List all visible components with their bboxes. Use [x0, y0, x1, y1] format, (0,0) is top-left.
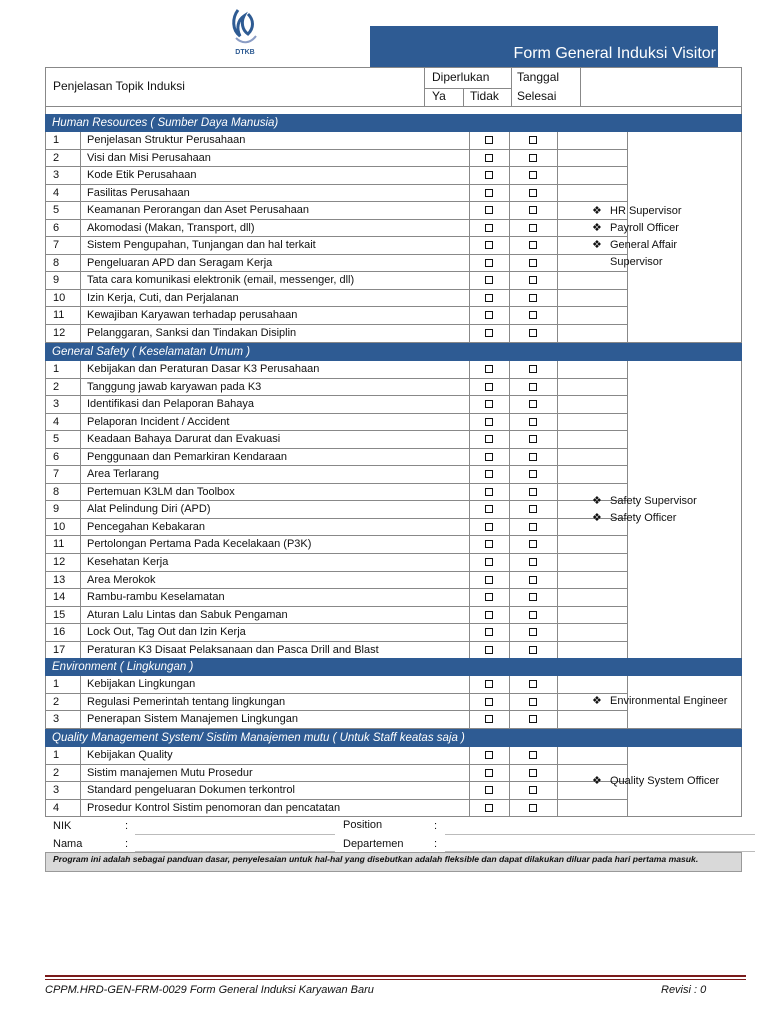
item-topic: Penerapan Sistem Manajemen Lingkungan — [81, 711, 470, 729]
no-cell — [509, 255, 558, 273]
item-topic: Pertolongan Pertama Pada Kecelakaan (P3K) — [81, 536, 470, 554]
yes-header: Ya — [432, 89, 446, 103]
yes-cell — [470, 676, 510, 694]
yes-checkbox[interactable] — [485, 751, 493, 759]
yes-checkbox[interactable] — [485, 259, 493, 267]
item-topic: Kebijakan Quality — [81, 747, 470, 765]
yes-checkbox[interactable] — [485, 206, 493, 214]
item-number: 11 — [46, 307, 81, 325]
no-cell — [509, 711, 558, 729]
no-cell — [509, 396, 558, 414]
person-in-charge-cell — [582, 361, 742, 659]
item-number: 4 — [46, 185, 81, 203]
no-checkbox[interactable] — [529, 646, 537, 654]
diamond-bullet-icon: ❖ — [592, 221, 602, 234]
yes-cell — [470, 431, 510, 449]
item-topic: Pelaporan Incident / Accident — [81, 414, 470, 432]
departemen-colon: : — [434, 838, 438, 850]
item-number: 1 — [46, 676, 81, 694]
topic-header: Penjelasan Topik Induksi — [53, 79, 185, 93]
no-checkbox[interactable] — [529, 435, 537, 443]
item-number: 5 — [46, 202, 81, 220]
diamond-bullet-icon: ❖ — [592, 238, 602, 251]
item-number: 5 — [46, 431, 81, 449]
date-header-line1: Tanggal — [517, 70, 560, 84]
item-topic: Fasilitas Perusahaan — [81, 185, 470, 203]
yes-checkbox[interactable] — [485, 136, 493, 144]
no-cell — [509, 747, 558, 765]
no-checkbox[interactable] — [529, 488, 537, 496]
no-checkbox[interactable] — [529, 154, 537, 162]
no-checkbox[interactable] — [529, 786, 537, 794]
item-topic: Sistim manajemen Mutu Prosedur — [81, 765, 470, 783]
yes-cell — [470, 589, 510, 607]
item-topic: Pengeluaran APD dan Seragam Kerja — [81, 255, 470, 273]
no-checkbox[interactable] — [529, 171, 537, 179]
yes-cell — [470, 624, 510, 642]
no-cell — [509, 307, 558, 325]
yes-checkbox[interactable] — [485, 311, 493, 319]
item-topic: Visi dan Misi Perusahaan — [81, 150, 470, 168]
no-cell — [509, 676, 558, 694]
yes-checkbox[interactable] — [485, 224, 493, 232]
no-cell — [509, 484, 558, 502]
no-cell — [509, 607, 558, 625]
item-number: 2 — [46, 694, 81, 712]
yes-cell — [470, 414, 510, 432]
item-topic: Kebijakan Lingkungan — [81, 676, 470, 694]
item-topic: Aturan Lalu Lintas dan Sabuk Pengaman — [81, 607, 470, 625]
yes-cell — [470, 150, 510, 168]
section-table — [45, 676, 742, 729]
no-cell — [509, 572, 558, 590]
no-checkbox[interactable] — [529, 804, 537, 812]
no-checkbox[interactable] — [529, 576, 537, 584]
yes-checkbox[interactable] — [485, 593, 493, 601]
person-in-charge-label: HR Supervisor — [610, 204, 682, 217]
item-topic: Tanggung jawab karyawan pada K3 — [81, 379, 470, 397]
no-cell — [509, 765, 558, 783]
no-checkbox[interactable] — [529, 540, 537, 548]
no-checkbox[interactable] — [529, 593, 537, 601]
item-number: 3 — [46, 396, 81, 414]
item-topic: Kewajiban Karyawan terhadap perusahaan — [81, 307, 470, 325]
item-number: 4 — [46, 800, 81, 818]
yes-checkbox[interactable] — [485, 189, 493, 197]
section-table — [45, 132, 742, 343]
item-number: 3 — [46, 782, 81, 800]
yes-checkbox[interactable] — [485, 329, 493, 337]
person-in-charge — [582, 220, 742, 237]
item-number: 6 — [46, 220, 81, 238]
item-number: 3 — [46, 711, 81, 729]
no-cell — [509, 290, 558, 308]
diamond-bullet-icon: ❖ — [592, 204, 602, 217]
item-topic: Lock Out, Tag Out dan Izin Kerja — [81, 624, 470, 642]
item-number: 17 — [46, 642, 81, 660]
item-topic: Kode Etik Perusahaan — [81, 167, 470, 185]
form-title-bar — [370, 26, 718, 67]
person-in-charge-label: Payroll Officer — [610, 221, 679, 234]
company-logo — [228, 8, 262, 58]
yes-cell — [470, 711, 510, 729]
no-cell — [509, 414, 558, 432]
yes-cell — [470, 379, 510, 397]
item-number: 12 — [46, 325, 81, 343]
section-table — [45, 361, 742, 659]
no-cell — [509, 185, 558, 203]
logo-text: DTKB — [235, 49, 255, 56]
no-cell — [509, 554, 558, 572]
item-topic: Peraturan K3 Disaat Pelaksanaan dan Pasca Drill and Blast — [81, 642, 470, 660]
item-number: 14 — [46, 589, 81, 607]
yes-checkbox[interactable] — [485, 453, 493, 461]
no-cell — [509, 536, 558, 554]
no-checkbox[interactable] — [529, 418, 537, 426]
yes-checkbox[interactable] — [485, 435, 493, 443]
person-in-charge-label: General Affair — [610, 238, 678, 251]
item-number: 3 — [46, 167, 81, 185]
no-cell — [509, 624, 558, 642]
revision-number: Revisi : 0 — [661, 984, 707, 996]
nama-colon: : — [125, 838, 129, 850]
item-number: 15 — [46, 607, 81, 625]
person-in-charge-label: Supervisor — [610, 255, 663, 268]
yes-checkbox[interactable] — [485, 769, 493, 777]
nik-label: NIK — [53, 820, 72, 832]
no-cell — [509, 449, 558, 467]
item-topic: Pencegahan Kebakaran — [81, 519, 470, 537]
yes-cell — [470, 501, 510, 519]
person-in-charge — [582, 203, 742, 220]
item-topic: Sistem Pengupahan, Tunjangan dan hal terkait — [81, 237, 470, 255]
no-checkbox[interactable] — [529, 611, 537, 619]
yes-cell — [470, 519, 510, 537]
item-topic: Identifikasi dan Pelaporan Bahaya — [81, 396, 470, 414]
no-checkbox[interactable] — [529, 224, 537, 232]
yes-cell — [470, 572, 510, 590]
document-code: CPPM.HRD-GEN-FRM-0029 Form General Induksi Karyawan Baru — [45, 984, 374, 996]
no-checkbox[interactable] — [529, 276, 537, 284]
no-checkbox[interactable] — [529, 136, 537, 144]
no-cell — [509, 519, 558, 537]
yes-checkbox[interactable] — [485, 523, 493, 531]
no-cell — [509, 800, 558, 818]
item-topic: Akomodasi (Makan, Transport, dll) — [81, 220, 470, 238]
item-topic: Alat Pelindung Diri (APD) — [81, 501, 470, 519]
yes-cell — [470, 255, 510, 273]
yes-checkbox[interactable] — [485, 628, 493, 636]
person-in-charge-cell — [582, 747, 742, 817]
no-checkbox[interactable] — [529, 523, 537, 531]
item-topic: Prosedur Kontrol Sistim penomoran dan pencatatan — [81, 800, 470, 818]
diamond-bullet-icon: ❖ — [592, 511, 602, 524]
no-cell — [509, 379, 558, 397]
person-in-charge-cell — [582, 132, 742, 343]
yes-checkbox[interactable] — [485, 241, 493, 249]
item-topic: Rambu-rambu Keselamatan — [81, 589, 470, 607]
yes-cell — [470, 237, 510, 255]
no-cell — [509, 694, 558, 712]
item-topic: Penjelasan Struktur Perusahaan — [81, 132, 470, 150]
yes-cell — [470, 361, 510, 379]
person-in-charge — [582, 693, 742, 710]
form-title: Form General Induksi Visitor — [513, 45, 716, 62]
item-number: 8 — [46, 255, 81, 273]
yes-cell — [470, 782, 510, 800]
no-checkbox[interactable] — [529, 365, 537, 373]
table-header — [45, 67, 742, 107]
no-checkbox[interactable] — [529, 241, 537, 249]
yes-checkbox[interactable] — [485, 470, 493, 478]
yes-cell — [470, 167, 510, 185]
needed-header: Diperlukan — [432, 70, 490, 84]
item-number: 11 — [46, 536, 81, 554]
item-topic: Izin Kerja, Cuti, dan Perjalanan — [81, 290, 470, 308]
nik-colon: : — [125, 820, 129, 832]
item-number: 16 — [46, 624, 81, 642]
no-checkbox[interactable] — [529, 311, 537, 319]
diamond-bullet-icon: ❖ — [592, 695, 602, 708]
section-header: Quality Management System/ Sistim Manajemen mutu ( Untuk Staff keatas saja ) — [45, 729, 742, 747]
yes-cell — [470, 466, 510, 484]
nik-field[interactable] — [135, 834, 335, 835]
yes-checkbox[interactable] — [485, 400, 493, 408]
no-cell — [509, 150, 558, 168]
date-header-line2: Selesai — [517, 89, 557, 103]
header-spacer — [45, 106, 742, 114]
yes-checkbox[interactable] — [485, 611, 493, 619]
no-checkbox[interactable] — [529, 628, 537, 636]
no-checkbox[interactable] — [529, 769, 537, 777]
no-checkbox[interactable] — [529, 189, 537, 197]
no-checkbox[interactable] — [529, 206, 537, 214]
departemen-label: Departemen — [343, 838, 404, 850]
no-cell — [509, 220, 558, 238]
yes-checkbox[interactable] — [485, 680, 493, 688]
item-number: 4 — [46, 414, 81, 432]
no-cell — [509, 272, 558, 290]
yes-checkbox[interactable] — [485, 558, 493, 566]
item-topic: Area Terlarang — [81, 466, 470, 484]
person-in-charge-cell — [582, 676, 742, 729]
no-cell — [509, 782, 558, 800]
yes-checkbox[interactable] — [485, 365, 493, 373]
yes-checkbox[interactable] — [485, 715, 493, 723]
item-topic: Standard pengeluaran Dokumen terkontrol — [81, 782, 470, 800]
no-checkbox[interactable] — [529, 259, 537, 267]
footer-divider — [45, 975, 746, 977]
person-in-charge-label: Safety Supervisor — [610, 494, 697, 507]
item-number: 10 — [46, 290, 81, 308]
yes-cell — [470, 325, 510, 343]
item-topic: Keamanan Perorangan dan Aset Perusahaan — [81, 202, 470, 220]
no-checkbox[interactable] — [529, 680, 537, 688]
yes-checkbox[interactable] — [485, 171, 493, 179]
no-checkbox[interactable] — [529, 558, 537, 566]
no-cell — [509, 202, 558, 220]
no-cell — [509, 466, 558, 484]
guidance-note: Program ini adalah sebagai panduan dasar, penyelesaian untuk hal-hal yang disebutkan adalah fleksible dan dapat dilakukan diluar pada hari pertama masuk. — [45, 852, 742, 872]
no-cell — [509, 361, 558, 379]
person-in-charge — [582, 510, 742, 527]
yes-cell — [470, 272, 510, 290]
no-checkbox[interactable] — [529, 698, 537, 706]
item-topic: Regulasi Pemerintah tentang lingkungan — [81, 694, 470, 712]
item-number: 9 — [46, 272, 81, 290]
person-in-charge — [582, 493, 742, 510]
footer-divider-thin — [45, 979, 746, 980]
position-field[interactable] — [445, 834, 755, 835]
yes-checkbox[interactable] — [485, 418, 493, 426]
item-topic: Kesehatan Kerja — [81, 554, 470, 572]
yes-cell — [470, 307, 510, 325]
item-number: 2 — [46, 765, 81, 783]
person-in-charge — [582, 237, 742, 254]
item-topic: Pertemuan K3LM dan Toolbox — [81, 484, 470, 502]
yes-checkbox[interactable] — [485, 698, 493, 706]
item-topic: Penggunaan dan Pemarkiran Kendaraan — [81, 449, 470, 467]
yes-cell — [470, 290, 510, 308]
no-cell — [509, 167, 558, 185]
yes-cell — [470, 220, 510, 238]
no-header: Tidak — [470, 89, 499, 103]
item-number: 8 — [46, 484, 81, 502]
person-in-charge-label: Environmental Engineer — [610, 695, 728, 708]
section-header: Human Resources ( Sumber Daya Manusia) — [45, 114, 742, 132]
yes-checkbox[interactable] — [485, 804, 493, 812]
yes-checkbox[interactable] — [485, 154, 493, 162]
position-colon: : — [434, 820, 438, 832]
yes-cell — [470, 396, 510, 414]
item-number: 7 — [46, 466, 81, 484]
item-number: 13 — [46, 572, 81, 590]
yes-checkbox[interactable] — [485, 488, 493, 496]
yes-cell — [470, 449, 510, 467]
item-topic: Pelanggaran, Sanksi dan Tindakan Disiplin — [81, 325, 470, 343]
no-checkbox[interactable] — [529, 470, 537, 478]
person-in-charge-label: Quality System Officer — [610, 775, 720, 788]
yes-cell — [470, 132, 510, 150]
item-number: 2 — [46, 150, 81, 168]
item-number: 2 — [46, 379, 81, 397]
no-cell — [509, 132, 558, 150]
section-header: General Safety ( Keselamatan Umum ) — [45, 343, 742, 361]
yes-checkbox[interactable] — [485, 276, 493, 284]
yes-cell — [470, 694, 510, 712]
no-checkbox[interactable] — [529, 453, 537, 461]
section-table — [45, 747, 742, 817]
no-checkbox[interactable] — [529, 294, 537, 302]
yes-cell — [470, 484, 510, 502]
item-topic: Area Merokok — [81, 572, 470, 590]
person-in-charge — [582, 254, 742, 271]
yes-checkbox[interactable] — [485, 505, 493, 513]
yes-cell — [470, 800, 510, 818]
no-checkbox[interactable] — [529, 329, 537, 337]
no-checkbox[interactable] — [529, 383, 537, 391]
person-in-charge — [582, 773, 742, 790]
diamond-bullet-icon: ❖ — [592, 494, 602, 507]
no-cell — [509, 642, 558, 660]
item-number: 7 — [46, 237, 81, 255]
item-number: 12 — [46, 554, 81, 572]
item-number: 10 — [46, 519, 81, 537]
diamond-bullet-icon: ❖ — [592, 775, 602, 788]
section-header: Environment ( Lingkungan ) — [45, 658, 742, 676]
item-topic: Keadaan Bahaya Darurat dan Evakuasi — [81, 431, 470, 449]
yes-checkbox[interactable] — [485, 646, 493, 654]
no-checkbox[interactable] — [529, 751, 537, 759]
no-cell — [509, 431, 558, 449]
item-number: 1 — [46, 132, 81, 150]
no-cell — [509, 501, 558, 519]
yes-cell — [470, 202, 510, 220]
item-number: 6 — [46, 449, 81, 467]
yes-cell — [470, 642, 510, 660]
yes-checkbox[interactable] — [485, 383, 493, 391]
item-number: 1 — [46, 747, 81, 765]
yes-cell — [470, 607, 510, 625]
yes-cell — [470, 765, 510, 783]
yes-cell — [470, 185, 510, 203]
no-cell — [509, 589, 558, 607]
item-number: 1 — [46, 361, 81, 379]
person-in-charge-label: Safety Officer — [610, 511, 677, 524]
no-cell — [509, 325, 558, 343]
no-cell — [509, 237, 558, 255]
no-checkbox[interactable] — [529, 715, 537, 723]
position-label: Position — [343, 819, 383, 831]
yes-cell — [470, 554, 510, 572]
item-number: 9 — [46, 501, 81, 519]
yes-checkbox[interactable] — [485, 540, 493, 548]
yes-checkbox[interactable] — [485, 294, 493, 302]
no-checkbox[interactable] — [529, 505, 537, 513]
yes-checkbox[interactable] — [485, 576, 493, 584]
no-checkbox[interactable] — [529, 400, 537, 408]
yes-checkbox[interactable] — [485, 786, 493, 794]
nama-label: Nama — [53, 838, 83, 850]
item-topic: Kebijakan dan Peraturan Dasar K3 Perusahaan — [81, 361, 470, 379]
item-topic: Tata cara komunikasi elektronik (email, messenger, dll) — [81, 272, 470, 290]
yes-cell — [470, 747, 510, 765]
yes-cell — [470, 536, 510, 554]
